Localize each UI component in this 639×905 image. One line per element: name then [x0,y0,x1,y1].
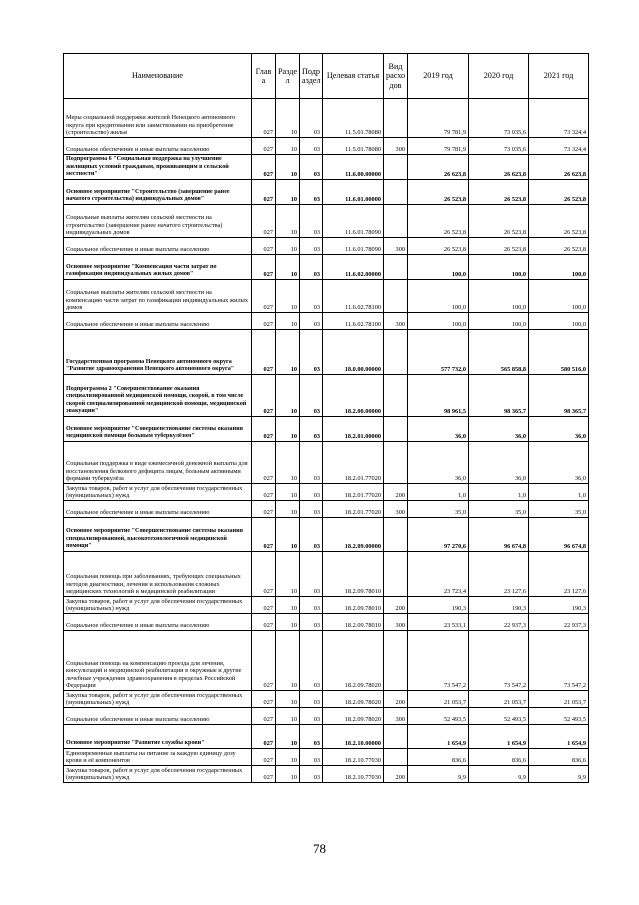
cell-2019: 79 781,9 [408,138,469,155]
cell-name: Основное мероприятие "Строительство (завершение ранее начатого строительства) индивидуальных домов" [64,180,252,205]
cell-name: Закупка товаров, работ и услуг для обеспечения государственных (муниципальных) нужд [64,766,252,783]
table-row [64,99,589,138]
cell-name: Социальные выплаты жителям сельской местности на компенсацию части затрат по газификации индивидуальных жилых домов [64,280,252,313]
cell-razdel: 10 [276,255,300,280]
cell-glava: 027 [252,749,276,766]
table-row [64,238,589,255]
cell-razdel: 10 [276,501,300,518]
cell-2019: 98 961,5 [408,375,469,417]
cell-article: 11.5.01.78080 [323,138,384,155]
cell-vid: 300 [384,501,408,518]
cell-vid: 200 [384,691,408,708]
table-row [64,442,589,484]
cell-2019: 836,6 [408,749,469,766]
header-razdel: Разде л [276,54,300,99]
cell-2020: 26 623,8 [469,155,529,180]
cell-2020: 100,0 [469,313,529,330]
cell-2021: 22 937,3 [529,614,589,631]
cell-vid [384,375,408,417]
cell-podrazdel: 03 [300,313,323,330]
cell-glava: 027 [252,205,276,238]
cell-podrazdel: 03 [300,484,323,501]
cell-vid: 200 [384,484,408,501]
cell-article: 18.2.01.77020 [323,442,384,484]
cell-razdel: 10 [276,138,300,155]
cell-2020: 22 937,3 [469,614,529,631]
cell-2021: 35,0 [529,501,589,518]
cell-razdel: 10 [276,313,300,330]
table-body [64,99,589,783]
cell-vid [384,330,408,375]
cell-podrazdel: 03 [300,205,323,238]
cell-name: Социальная помощь при заболеваниях, требующих специальных методов диагностики, лечения и использования сложных медицинских технологий и медицинской реабилитации [64,552,252,597]
cell-2019: 1,0 [408,484,469,501]
table-row [64,631,589,691]
cell-2020: 26 523,8 [469,238,529,255]
cell-podrazdel: 03 [300,631,323,691]
cell-2020: 100,0 [469,280,529,313]
cell-2020: 73 035,6 [469,99,529,138]
cell-2020: 1,0 [469,484,529,501]
cell-vid [384,417,408,442]
cell-2021: 73 324,4 [529,99,589,138]
cell-name: Единовременные выплаты на питание за каждую единицу дозу крови и её компонентов [64,749,252,766]
cell-article: 18.2.00.00000 [323,375,384,417]
cell-glava: 027 [252,138,276,155]
cell-podrazdel: 03 [300,138,323,155]
cell-2021: 100,0 [529,280,589,313]
cell-article: 18.0.00.00000 [323,330,384,375]
cell-glava: 027 [252,255,276,280]
cell-razdel: 10 [276,691,300,708]
cell-2019: 100,0 [408,280,469,313]
cell-vid: 300 [384,138,408,155]
cell-podrazdel: 03 [300,238,323,255]
cell-podrazdel: 03 [300,280,323,313]
cell-2020: 36,0 [469,442,529,484]
cell-podrazdel: 03 [300,725,323,749]
table-row [64,725,589,749]
cell-vid [384,631,408,691]
cell-article: 18.2.01.77020 [323,484,384,501]
cell-glava: 027 [252,155,276,180]
cell-glava: 027 [252,518,276,552]
cell-podrazdel: 03 [300,330,323,375]
cell-2021: 98 365,7 [529,375,589,417]
cell-article: 11.6.00.00000 [323,155,384,180]
cell-razdel: 10 [276,766,300,783]
cell-podrazdel: 03 [300,614,323,631]
cell-podrazdel: 03 [300,417,323,442]
cell-glava: 027 [252,708,276,725]
cell-2019: 1 654,9 [408,725,469,749]
cell-article: 18.2.09.78020 [323,631,384,691]
table-row [64,313,589,330]
table-row [64,205,589,238]
cell-article: 18.2.09.78020 [323,691,384,708]
cell-glava: 027 [252,442,276,484]
cell-name: Закупка товаров, работ и услуг для обеспечения государственных (муниципальных) нужд [64,484,252,501]
cell-name: Социальные выплаты жителям сельской местности на строительство (завершение ранее начатого строительства) индивидуальных домов [64,205,252,238]
cell-2020: 96 674,8 [469,518,529,552]
cell-razdel: 10 [276,280,300,313]
cell-name: Подпрограмма 2 "Совершенствование оказания специализированной медицинской помощи, скорой, в том числе скорой специализированной медицинской помощи, медицинской эвакуации" [64,375,252,417]
cell-glava: 027 [252,180,276,205]
table-row [64,597,589,614]
cell-2021: 1,0 [529,484,589,501]
cell-2020: 52 493,5 [469,708,529,725]
cell-2021: 100,0 [529,313,589,330]
cell-podrazdel: 03 [300,180,323,205]
cell-2021: 52 493,5 [529,708,589,725]
cell-2021: 836,6 [529,749,589,766]
cell-vid [384,442,408,484]
header-2019: 2019 год [408,54,469,99]
cell-podrazdel: 03 [300,749,323,766]
cell-glava: 027 [252,330,276,375]
cell-2020: 26 523,8 [469,180,529,205]
cell-name: Основное мероприятие "Компенсация части затрат по газификации индивидуальных жилых домов" [64,255,252,280]
cell-2020: 565 858,8 [469,330,529,375]
cell-glava: 027 [252,597,276,614]
cell-podrazdel: 03 [300,518,323,552]
cell-razdel: 10 [276,155,300,180]
cell-glava: 027 [252,99,276,138]
cell-2019: 36,0 [408,442,469,484]
cell-name: Социальное обеспечение и иные выплаты населению [64,614,252,631]
cell-2019: 36,0 [408,417,469,442]
cell-razdel: 10 [276,725,300,749]
cell-vid: 200 [384,597,408,614]
cell-article: 18.2.01.77020 [323,501,384,518]
cell-2021: 1 654,9 [529,725,589,749]
header-name: Наименование [64,54,252,99]
cell-razdel: 10 [276,749,300,766]
cell-glava: 027 [252,614,276,631]
cell-article: 18.2.10.77030 [323,766,384,783]
cell-2020: 23 127,6 [469,552,529,597]
cell-article: 11.6.01.78090 [323,205,384,238]
table-row [64,330,589,375]
cell-vid [384,725,408,749]
cell-razdel: 10 [276,518,300,552]
cell-2019: 26 523,8 [408,180,469,205]
cell-razdel: 10 [276,330,300,375]
header-glava: Глав а [252,54,276,99]
cell-podrazdel: 03 [300,766,323,783]
cell-name: Закупка товаров, работ и услуг для обеспечения государственных (муниципальных) нужд [64,597,252,614]
header-article: Целевая статья [323,54,384,99]
cell-razdel: 10 [276,205,300,238]
cell-2019: 26 623,8 [408,155,469,180]
cell-2019: 100,0 [408,313,469,330]
cell-podrazdel: 03 [300,375,323,417]
budget-sheet [63,53,588,783]
table-row [64,280,589,313]
cell-2020: 26 523,8 [469,205,529,238]
cell-2019: 97 270,6 [408,518,469,552]
cell-2020: 73 035,6 [469,138,529,155]
cell-2021: 73 547,2 [529,631,589,691]
cell-article: 18.2.01.00000 [323,417,384,442]
cell-article: 18.2.09.78010 [323,614,384,631]
table-row [64,766,589,783]
header-2021: 2021 год [529,54,589,99]
header-podrazdel: Подр аздел [300,54,323,99]
cell-article: 11.6.01.00000 [323,180,384,205]
table-row [64,708,589,725]
table-row [64,552,589,597]
cell-glava: 027 [252,691,276,708]
cell-vid: 300 [384,238,408,255]
cell-name: Социальное обеспечение и иные выплаты населению [64,708,252,725]
table-header-row [64,54,589,99]
table-row [64,417,589,442]
table-row [64,518,589,552]
header-2020: 2020 год [469,54,529,99]
table-row [64,138,589,155]
table-row [64,155,589,180]
cell-2021: 21 053,7 [529,691,589,708]
cell-vid [384,205,408,238]
cell-2019: 73 547,2 [408,631,469,691]
cell-glava: 027 [252,725,276,749]
cell-vid [384,155,408,180]
cell-article: 11.6.02.78100 [323,313,384,330]
cell-razdel: 10 [276,484,300,501]
cell-2020: 35,0 [469,501,529,518]
cell-2020: 836,6 [469,749,529,766]
cell-podrazdel: 03 [300,99,323,138]
cell-2019: 100,0 [408,255,469,280]
cell-podrazdel: 03 [300,155,323,180]
cell-glava: 027 [252,552,276,597]
cell-2019: 21 053,7 [408,691,469,708]
cell-vid [384,255,408,280]
cell-2021: 9,9 [529,766,589,783]
cell-podrazdel: 03 [300,501,323,518]
cell-2021: 96 674,8 [529,518,589,552]
cell-2019: 190,3 [408,597,469,614]
cell-name: Социальное обеспечение и иные выплаты населению [64,238,252,255]
cell-2020: 9,9 [469,766,529,783]
cell-razdel: 10 [276,614,300,631]
cell-name: Закупка товаров, работ и услуг для обеспечения государственных (муниципальных) нужд [64,691,252,708]
cell-2021: 36,0 [529,442,589,484]
cell-vid [384,99,408,138]
cell-2020: 190,3 [469,597,529,614]
cell-razdel: 10 [276,238,300,255]
cell-2021: 26 523,8 [529,180,589,205]
cell-2020: 1 654,9 [469,725,529,749]
cell-2021: 36,0 [529,417,589,442]
cell-2021: 26 523,8 [529,205,589,238]
cell-razdel: 10 [276,597,300,614]
cell-2019: 52 493,5 [408,708,469,725]
cell-article: 11.6.02.78100 [323,280,384,313]
cell-vid [384,180,408,205]
cell-article: 18.2.09.78010 [323,552,384,597]
cell-2020: 73 547,2 [469,631,529,691]
cell-razdel: 10 [276,631,300,691]
cell-2020: 100,0 [469,255,529,280]
cell-name: Основное мероприятие "Развитие службы крови" [64,725,252,749]
cell-vid: 200 [384,766,408,783]
cell-name: Основное мероприятие "Совершенствование системы оказания специализированной, высокотехнологичной медицинской помощи" [64,518,252,552]
cell-2019: 79 781,9 [408,99,469,138]
cell-vid [384,552,408,597]
cell-podrazdel: 03 [300,708,323,725]
budget-table [63,53,589,783]
cell-razdel: 10 [276,417,300,442]
cell-2021: 580 516,0 [529,330,589,375]
cell-glava: 027 [252,501,276,518]
cell-name: Социальное обеспечение и иные выплаты населению [64,138,252,155]
cell-glava: 027 [252,631,276,691]
cell-razdel: 10 [276,180,300,205]
cell-podrazdel: 03 [300,255,323,280]
cell-name: Подпрограмма 6 "Социальная поддержка на улучшение жилищных условий гражданам, проживающим в сельской местности" [64,155,252,180]
cell-name: Социальная поддержка в виде ежемесячной денежной выплаты для восстановления белкового дефицита лицам, больным активными формами туберкулёза [64,442,252,484]
table-row [64,691,589,708]
cell-glava: 027 [252,766,276,783]
cell-glava: 027 [252,417,276,442]
cell-2020: 21 053,7 [469,691,529,708]
cell-razdel: 10 [276,375,300,417]
cell-article: 11.6.01.78090 [323,238,384,255]
cell-razdel: 10 [276,708,300,725]
cell-2019: 577 732,0 [408,330,469,375]
cell-vid [384,280,408,313]
cell-vid [384,518,408,552]
cell-vid [384,749,408,766]
cell-name: Социальная помощь на компенсацию проезда для лечения, консультаций и медицинской реабилитации в окружные и другие лечебные учреждения здравоохранения в пределах Российской Федерации [64,631,252,691]
cell-name: Социальное обеспечение и иные выплаты населению [64,313,252,330]
cell-2020: 36,0 [469,417,529,442]
cell-name: Социальное обеспечение и иные выплаты населению [64,501,252,518]
cell-glava: 027 [252,484,276,501]
table-row [64,749,589,766]
cell-2019: 26 523,8 [408,205,469,238]
table-row [64,614,589,631]
cell-2019: 26 523,8 [408,238,469,255]
cell-razdel: 10 [276,442,300,484]
cell-article: 11.6.02.00000 [323,255,384,280]
cell-article: 18.2.10.00000 [323,725,384,749]
cell-2021: 26 623,8 [529,155,589,180]
cell-article: 18.2.09.00000 [323,518,384,552]
header-vid: Вид расхо дов [384,54,408,99]
page-number: 78 [313,841,326,856]
cell-article: 18.2.09.78010 [323,597,384,614]
cell-podrazdel: 03 [300,442,323,484]
cell-name: Государственная программа Ненецкого автономного округа "Развитие здравоохранения Ненецкого автономного округа" [64,330,252,375]
table-row [64,501,589,518]
cell-vid: 300 [384,313,408,330]
cell-article: 18.2.10.77030 [323,749,384,766]
table-row [64,484,589,501]
table-row [64,375,589,417]
cell-name: Меры социальной поддержки жителей Ненецкого автономного округа при кредитовании или заимствовании на приобретение (строительство) жилья [64,99,252,138]
cell-2019: 23 723,4 [408,552,469,597]
cell-2021: 23 127,6 [529,552,589,597]
cell-2021: 100,0 [529,255,589,280]
cell-2019: 9,9 [408,766,469,783]
cell-podrazdel: 03 [300,597,323,614]
cell-2021: 26 523,8 [529,238,589,255]
cell-2019: 35,0 [408,501,469,518]
cell-2020: 98 365,7 [469,375,529,417]
cell-glava: 027 [252,238,276,255]
table-row [64,180,589,205]
cell-vid: 300 [384,708,408,725]
cell-name: Основное мероприятие "Совершенствование системы оказания медицинской помощи больным туберкулёзом" [64,417,252,442]
cell-glava: 027 [252,313,276,330]
cell-glava: 027 [252,280,276,313]
cell-podrazdel: 03 [300,552,323,597]
cell-vid: 300 [384,614,408,631]
table-row [64,255,589,280]
cell-razdel: 10 [276,552,300,597]
cell-2021: 190,3 [529,597,589,614]
cell-article: 18.2.09.78020 [323,708,384,725]
cell-podrazdel: 03 [300,691,323,708]
cell-glava: 027 [252,375,276,417]
cell-razdel: 10 [276,99,300,138]
cell-article: 11.5.01.78080 [323,99,384,138]
cell-2021: 73 324,4 [529,138,589,155]
cell-2019: 23 533,1 [408,614,469,631]
